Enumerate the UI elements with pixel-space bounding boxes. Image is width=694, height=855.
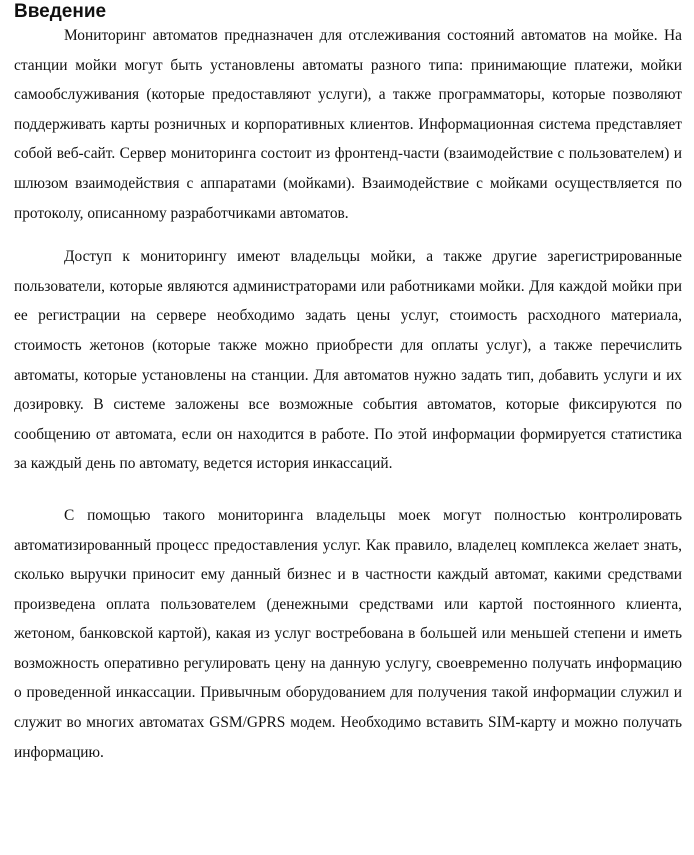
paragraph-intro: Мониторинг автоматов предназначен для отслеживания состояний автоматов на мойке. На станции мойки могут быть установлены автоматы разного типа: принимающие платежи, мойки самообслуживания (которые предоставляют услуги), а также программаторы, которые позволяют поддерживать карты розничных и корпоративных клиентов. Информационная система представляет собой веб-сайт. Сервер мониторинга состоит из фронтенд-части (взаимодействие с пользователем) и шлюзом взаимодействия с аппаратами (мойками). Взаимодействие с мойками осуществляется по протоколу, описанному разработчиками автоматов. — [14, 27, 682, 222]
paragraph-control: С помощью такого мониторинга владельцы моек могут полностью контролировать автоматизированный процесс предоставления услуг. Как правило, владелец комплекса желает знать, сколько выручки приносит ему данный бизнес и в частности каждый автомат, какими средствами произведена оплата пользователем (денежными средствами или картой постоянного клиента, жетоном, банковской картой), какая из услуг востребована в большей или меньшей степени и иметь возможность оперативно регулировать цену на данную услугу, своевременно получать информацию о проведенной инкассации. Привычным оборудованием для получения такой информации служил и служит во многих автоматах GSM/GPRS модем. Необходимо вставить SIM-карту и можно получать информацию. — [14, 506, 682, 761]
paragraph-access: Доступ к мониторингу имеют владельцы мойки, а также другие зарегистрированные пользователи, которые являются администраторами или работниками мойки. Для каждой мойки при ее регистрации на сервере необходимо задать цены услуг, стоимость расходного материала, стоимость жетонов (которые также можно приобрести для оплаты услуг), а также перечислить автоматы, которые установлены на станции. Для автоматов нужно задать тип, добавить услуги и их дозировку. В системе заложены все возможные события автоматов, которые фиксируются по сообщению от автомата, если он находится в работе. По этой информации формируется статистика за каждый день по автомату, ведется история инкассаций. — [14, 248, 682, 473]
section-heading: Введение — [14, 1, 107, 22]
